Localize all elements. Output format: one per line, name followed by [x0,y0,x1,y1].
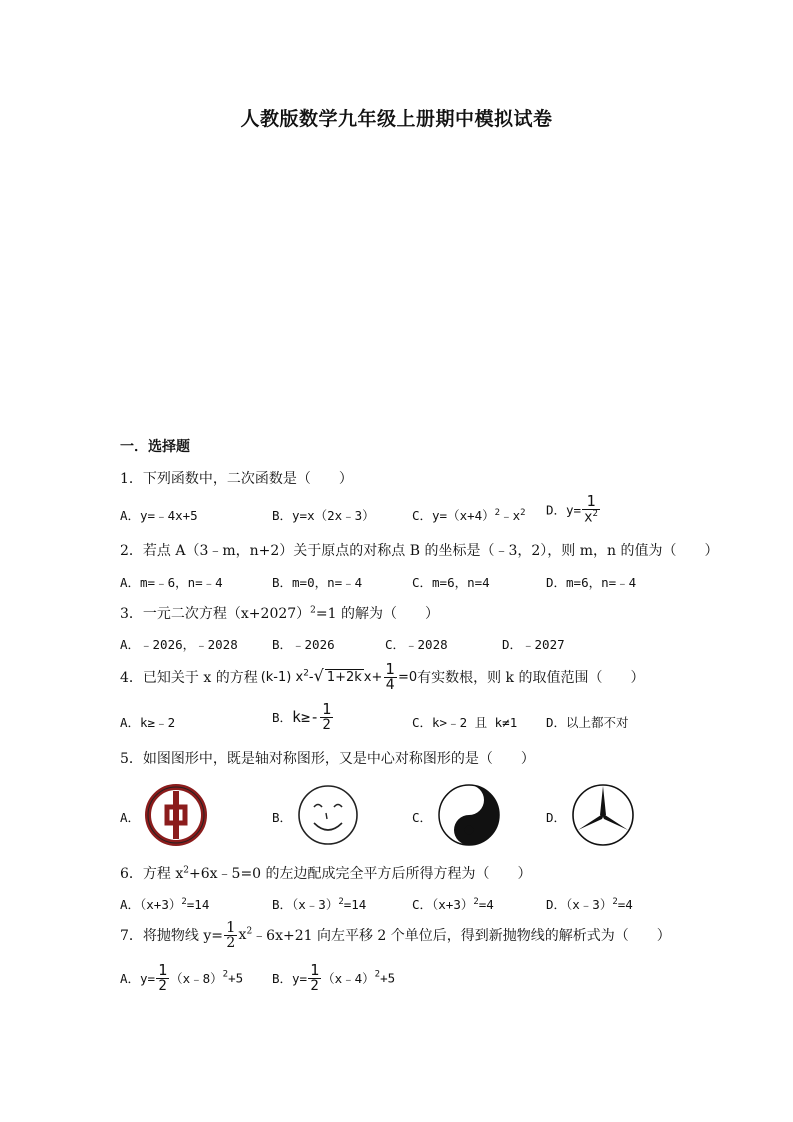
q2-option-b: B．m=0，n=﹣4 [272,575,363,590]
q4-option-c: C．k>﹣2 且 k≠1 [412,715,518,730]
q5-option-d-label: D． [546,810,567,825]
q2-option-a: A．m=﹣6，n=﹣4 [120,575,223,590]
q6-stem: 6．方程 $x^2+6x﹣5=0$ 的左边配成完全平方后所得方程为（ ） [120,865,532,882]
yin-yang-icon [436,782,502,848]
q3-stem [120,603,439,623]
q6-option-c: C．$(x+3)^2=4$ [412,896,494,912]
q4-option-a: A．k≥﹣2 [120,715,176,730]
q7-option-a: A．y= $\frac{1}{2}$ （x﹣8）$^2$+5 [120,961,244,994]
q3-option-b: B．﹣2026 [272,637,335,652]
three-pointed-star-icon [570,782,636,848]
q3-option-c: C．﹣2028 [385,637,448,652]
q1-d-den: $x^2$ [584,509,598,526]
q5-option-a-label: A． [120,810,141,825]
q1-stem: 1．下列函数中，二次函数是（ ） [120,471,353,487]
q5-stem: 5．如图图形中，既是轴对称图形，又是中心对称图形的是（ ） [120,751,535,767]
q3-stem-post: =1 的解为（ ） [315,606,439,622]
q1-d-num: 1 [586,492,596,510]
q3-stem-pre: 3．一元二次方程（x+2027） [120,606,311,622]
section-heading: 一．选择题 [120,439,190,455]
q2-option-d: D．m=6，n=﹣4 [546,575,637,590]
q4-equation: (k-1) $x^2-√$ 1+2k x+ $\frac{1}{4}$ =0 [260,660,418,693]
q2-option-c: C．m=6，n=4 [412,575,490,590]
q1-option-b: B．y=x（2x﹣3） [272,508,375,523]
q4-stem-pre: 4．已知关于 x 的方程 [120,670,258,686]
q4-stem [120,662,645,692]
q6-option-b: B．（x﹣3）$^2$=14 [272,896,367,912]
q7-option-b: B．y= $\frac{1}{2}$ （x﹣4）$^2$+5 [272,961,396,994]
q1-option-c [412,506,526,524]
q4-stem-post: 有实数根，则 k 的取值范围（ ） [417,670,645,686]
q3-option-a: A．﹣2026，﹣2028 [120,637,238,652]
q6-option-d: D．（x﹣3）$^2$=4 [546,896,633,912]
q1-c-exp: 2 [494,507,501,518]
q1-option-d [546,494,601,525]
q2-stem: 2．若点 A（3﹣m，n+2）关于原点的对称点 B 的坐标是（﹣3，2），则 m，n 的值为（ ） [120,543,719,559]
q1-c-exp2: 2 [520,507,526,518]
q1-c-post: ﹣x [500,508,521,523]
q3-option-d: D．﹣2027 [502,637,565,652]
q1-c-pre: C．y=（x+4） [412,508,495,523]
q1-d-fraction [582,494,600,525]
bank-of-china-logo-icon [144,783,208,847]
q4-option-d: D．以上都不对 [546,715,629,730]
q4-option-b: B．k≥- $\frac{1}{2}$ [272,700,332,733]
q5-option-c-label: C． [412,810,433,825]
q3-stem-exp: 2 [310,605,316,616]
q1-option-a: A．y=﹣4x+5 [120,508,198,523]
page-title: 人教版数学九年级上册期中模拟试卷 [240,108,553,130]
q1-d-pre: D．y= [546,502,582,518]
q7-stem: 7．将抛物线 y= $\frac{1}{2}$ $x^2﹣6x+21$ 向左平移 2 个单位后，得到新抛物线的解析式为（ ） [120,918,671,951]
q5-option-b-label: B． [272,810,293,825]
smiley-face-icon [296,783,360,847]
q6-option-a: A．$(x+3)^2=14$ [120,896,210,912]
